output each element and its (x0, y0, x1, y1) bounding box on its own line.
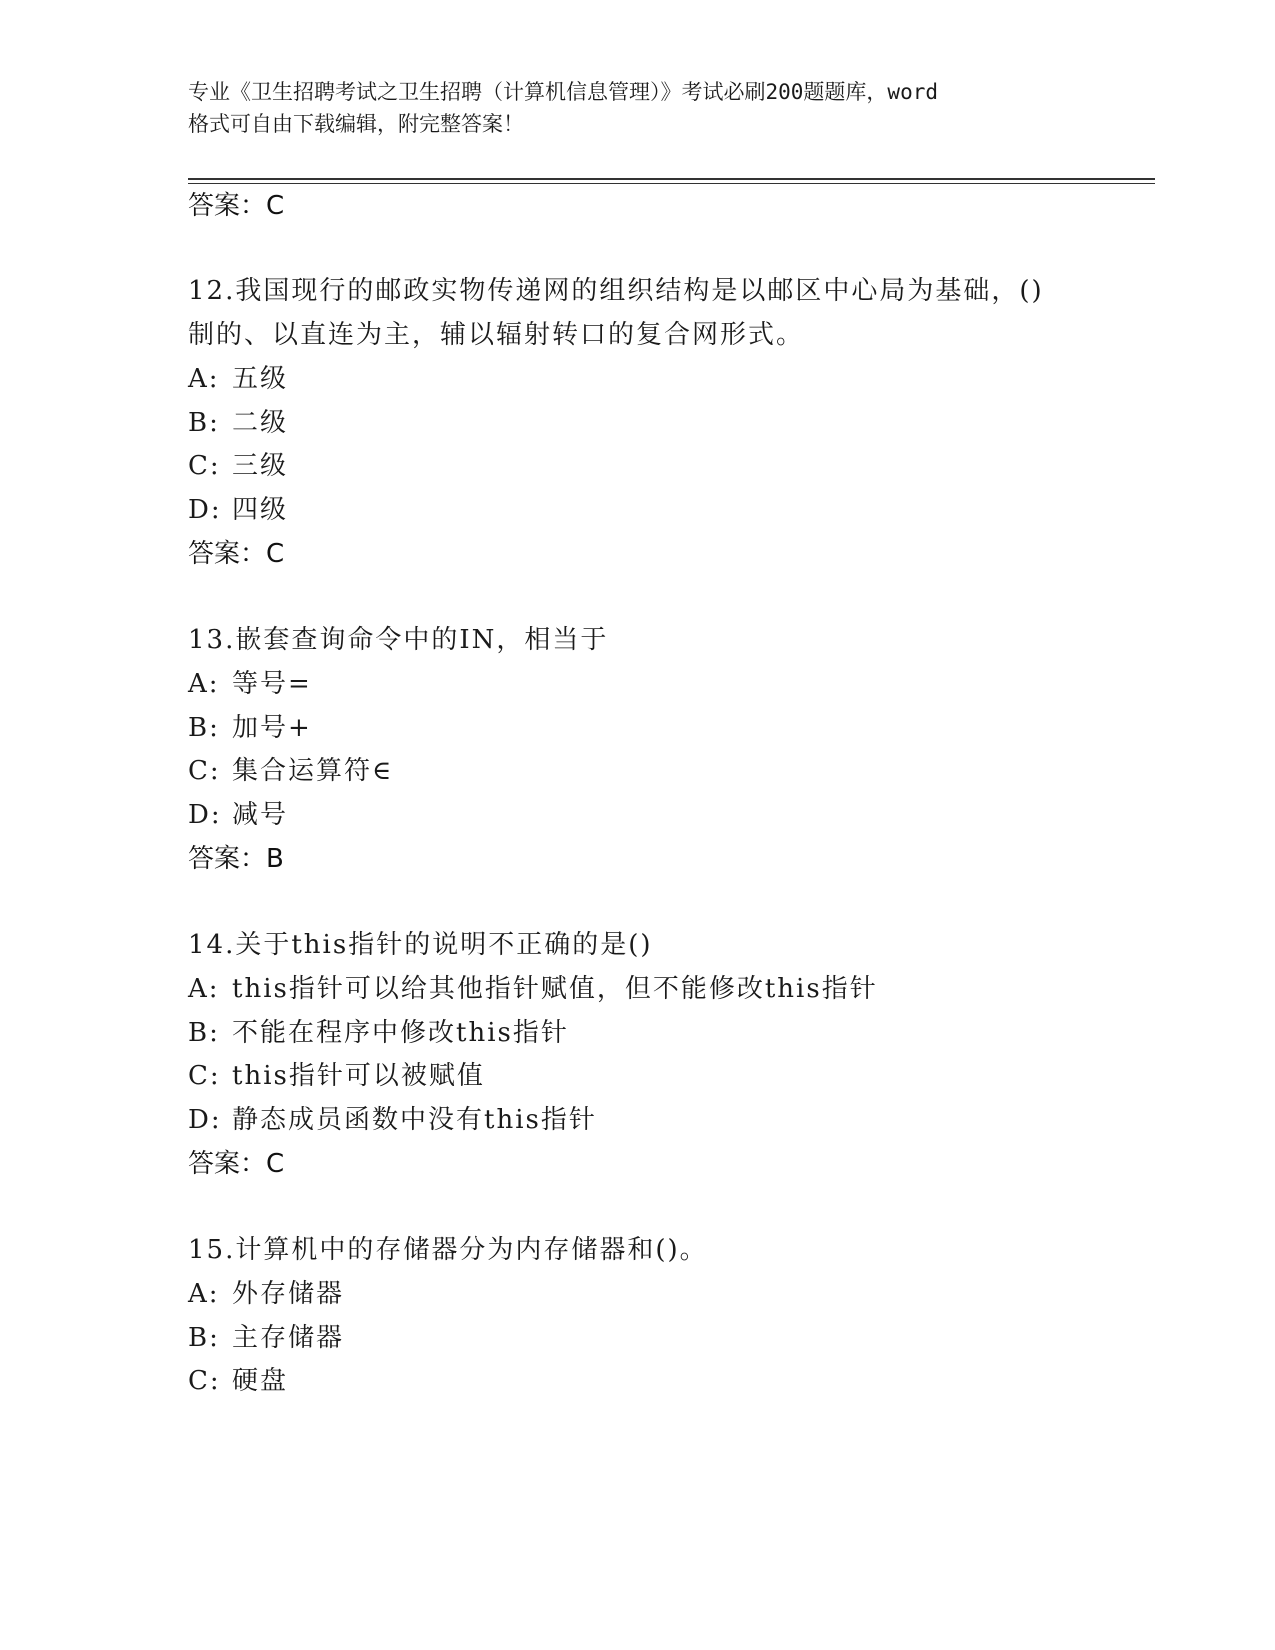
question-15-text: 15.计算机中的存储器分为内存储器和()。 (188, 1235, 708, 1265)
option-text: 静态成员函数中没有this指针 (232, 1105, 597, 1135)
option-text: 硬盘 (232, 1366, 289, 1396)
option-label: D: (188, 1105, 222, 1135)
answer-prefix: 答案： (188, 539, 267, 569)
option-text: this指针可以给其他指针赋值，但不能修改this指针 (232, 974, 878, 1004)
option-c (188, 755, 393, 787)
question-12-text-cont: 制的、以直连为主，辅以辐射转口的复合网形式。 (188, 320, 805, 350)
option-label: C: (188, 756, 221, 786)
option-label: C: (188, 1061, 221, 1091)
option-label: B: (188, 1018, 220, 1048)
option-c (188, 1060, 485, 1092)
option-c (188, 1365, 288, 1397)
question-14-text: 14.关于this指针的说明不正确的是() (188, 930, 653, 960)
option-text: 四级 (232, 495, 289, 525)
option-c (188, 450, 288, 482)
header-line-2: 格式可自由下载编辑，附完整答案！ (188, 112, 524, 136)
option-label: C: (188, 1366, 221, 1396)
answer-prefix: 答案： (188, 1149, 267, 1179)
option-a (188, 363, 288, 395)
answer-line (188, 190, 284, 222)
answer-line (188, 538, 284, 570)
answer-value: C (266, 1149, 285, 1179)
option-text: 三级 (232, 451, 289, 481)
option-label: B: (188, 408, 220, 438)
option-d (188, 494, 288, 526)
option-label: A: (188, 1279, 220, 1309)
option-a (188, 1278, 344, 1310)
option-label: A: (188, 974, 220, 1004)
option-b (188, 712, 312, 744)
answer-prefix: 答案： (188, 191, 267, 221)
option-text: 外存储器 (232, 1279, 345, 1309)
option-text: 不能在程序中修改this指针 (232, 1018, 569, 1048)
option-text: 加号+ (232, 713, 312, 743)
option-text: 五级 (232, 364, 289, 394)
header-divider-top (188, 178, 1155, 180)
option-label: A: (188, 364, 220, 394)
answer-prefix: 答案： (188, 844, 267, 874)
option-label: B: (188, 713, 220, 743)
question-13-text: 13.嵌套查询命令中的IN，相当于 (188, 625, 609, 655)
option-text: 集合运算符∈ (232, 756, 394, 786)
option-text: 二级 (232, 408, 289, 438)
answer-line (188, 1148, 284, 1180)
answer-value: C (266, 191, 285, 221)
option-b (188, 1322, 344, 1354)
option-b (188, 407, 288, 439)
option-text: 减号 (232, 800, 289, 830)
option-a (188, 668, 312, 700)
option-text: 等号= (232, 669, 312, 699)
option-label: C: (188, 451, 221, 481)
option-a (188, 973, 878, 1005)
header-divider-bottom (188, 183, 1155, 184)
option-label: D: (188, 800, 222, 830)
document-header (188, 76, 1088, 140)
option-text: 主存储器 (232, 1323, 345, 1353)
option-d (188, 799, 288, 831)
answer-line (188, 843, 284, 875)
option-label: A: (188, 669, 220, 699)
question-12-text: 12.我国现行的邮政实物传递网的组织结构是以邮区中心局为基础，() (188, 276, 1044, 306)
header-line-1: 专业《卫生招聘考试之卫生招聘（计算机信息管理）》考试必刷200题题库，word (188, 80, 938, 104)
option-text: this指针可以被赋值 (232, 1061, 485, 1091)
answer-value: B (266, 844, 284, 874)
answer-value: C (266, 539, 285, 569)
option-d (188, 1104, 597, 1136)
option-b (188, 1017, 569, 1049)
option-label: B: (188, 1323, 220, 1353)
option-label: D: (188, 495, 222, 525)
